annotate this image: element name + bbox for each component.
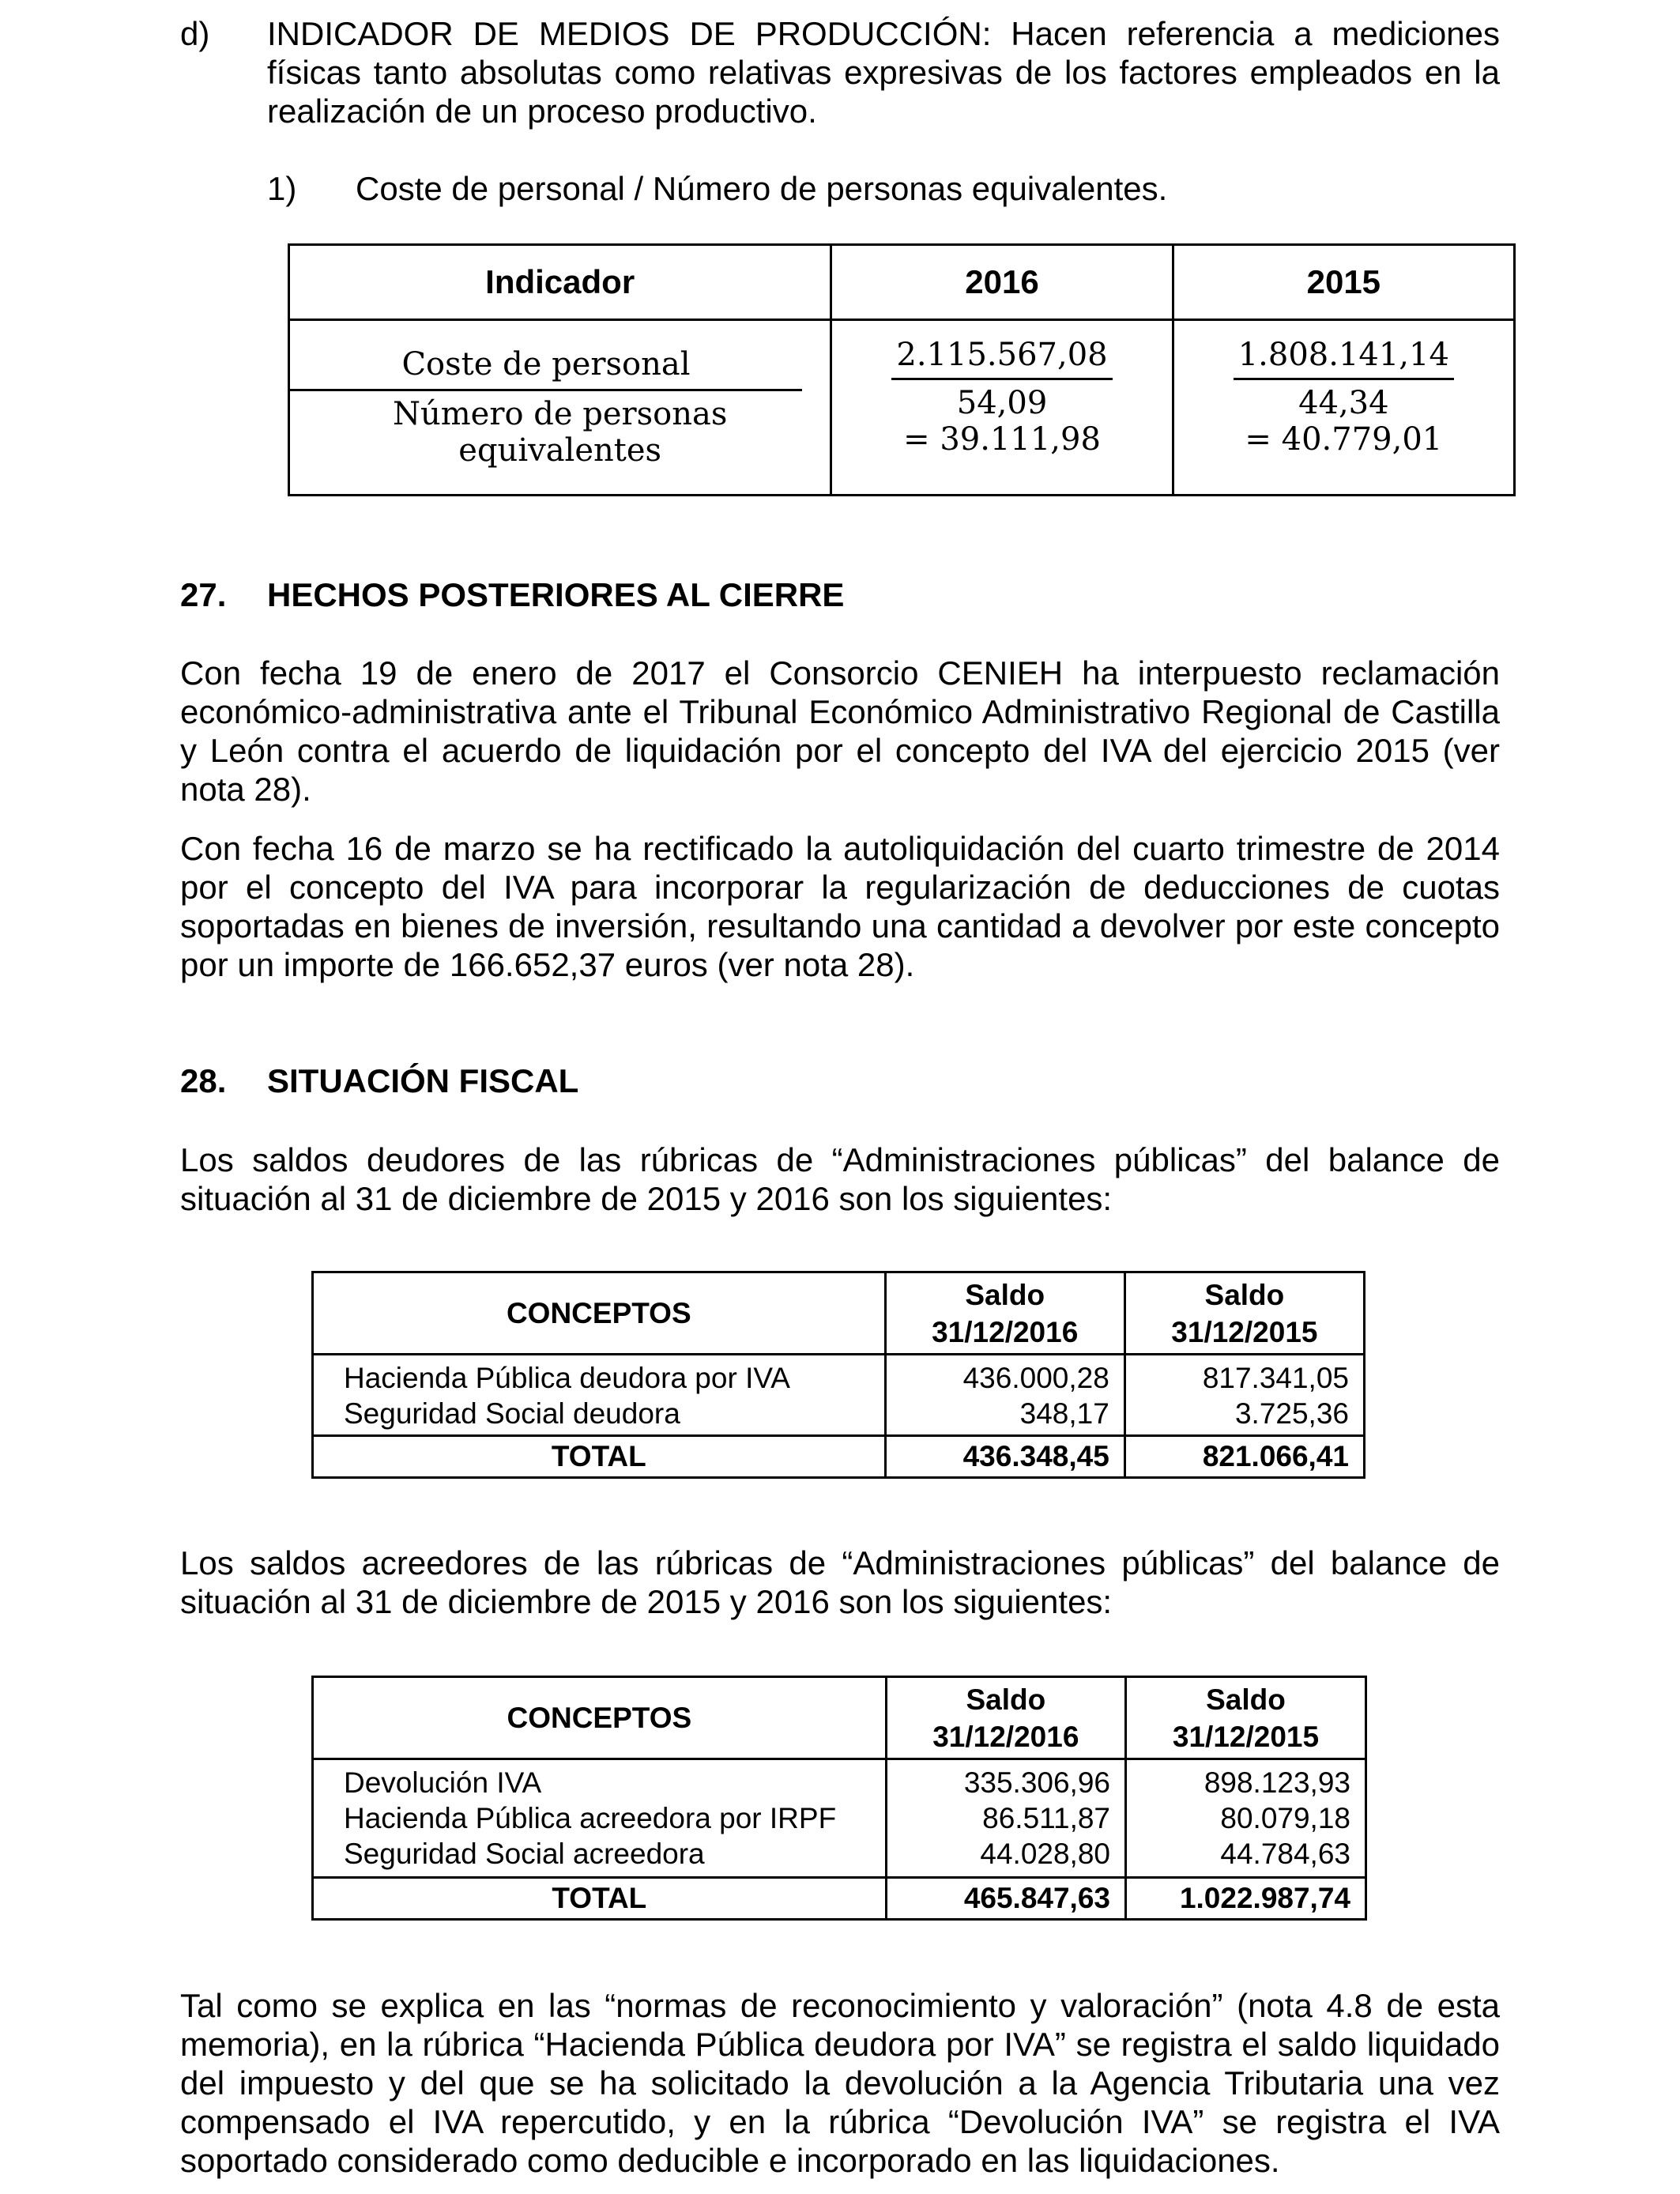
year-2015-header: 2015 [1173,245,1514,320]
debtors-2016-header-l2: 31/12/2016 [932,1315,1079,1348]
creditors-total-2015: 1.022.987,74 [1126,1878,1366,1920]
section-d-text: INDICADOR DE MEDIOS DE PRODUCCIÓN: Hacen referencia a mediciones físicas tanto absolutas como relativas expresivas de los factores empleados en la realización de un proceso productivo. [267,15,1500,130]
debtors-intro: Los saldos deudores de las rúbricas de “Administraciones públicas” del balance de situación al 31 de diciembre de 2015 y 2016 son los siguientes: [180,1141,1500,1217]
creditors-2015-header-l1: Saldo [1206,1683,1286,1716]
creditors-total-label: TOTAL [313,1878,887,1920]
value-2015-fraction [1234,337,1454,458]
creditors-concepts-header: CONCEPTOS [313,1677,887,1759]
creditors-2015-header [1126,1677,1366,1759]
value-2016-cell [831,320,1173,496]
section-28-number: 28. [180,1062,227,1099]
debtors-2015-header-l2: 31/12/2015 [1171,1315,1318,1348]
debtors-2015-header [1124,1272,1364,1355]
debtors-row-concept: Hacienda Pública deudora por IVA [313,1355,886,1397]
creditors-table [311,1676,1367,1921]
creditors-row-2015: 44.784,63 [1126,1836,1366,1878]
debtors-row-2016: 348,17 [885,1396,1124,1436]
creditors-row-concept: Hacienda Pública acreedora por IRPF [313,1800,887,1836]
value-2016-fraction [891,337,1112,458]
value-2015-denominator: 44,34 [1298,385,1389,421]
debtors-row-2015: 817.341,05 [1124,1355,1364,1397]
table-row [313,1759,1366,1801]
closing-paragraph: Tal como se explica en las “normas de reconocimiento y valoración” (nota 4.8 de esta memoria), en la rúbrica “Hacienda Pública deudora por IVA” se registra el saldo liquidado del impuesto y del que se ha solicitado la devolución a la Agencia Tributaria una vez compensado el IVA repercutido, y en la rúbrica “Devolución IVA” se registra el IVA soportado considerado como deducible e incorporado en las liquidaciones. [180,1987,1500,2179]
debtors-2015-header-l1: Saldo [1204,1278,1285,1311]
table-row [313,1800,1366,1836]
creditors-row-concept: Seguridad Social acreedora [313,1836,887,1878]
table-row [313,1355,1365,1397]
creditors-total-2016: 465.847,63 [886,1878,1125,1920]
table-row [313,1396,1365,1436]
debtors-concepts-header: CONCEPTOS [313,1272,886,1355]
section-27-number: 27. [180,576,227,613]
creditors-row-2016: 86.511,87 [886,1800,1125,1836]
section-27-title: HECHOS POSTERIORES AL CIERRE [267,576,845,613]
debtors-row-2016: 436.000,28 [885,1355,1124,1397]
section-27-paragraph-2: Con fecha 16 de marzo se ha rectificado la autoliquidación del cuarto trimestre de 2014 por el concepto del IVA para incorporar la regularización de deducciones de cuotas soportadas en bienes de inversión, resultando una cantidad a devolver por este concepto por un importe de 166.652,37 euros (ver nota 28). [180,830,1500,983]
value-2015-cell [1173,320,1514,496]
creditors-total-row [313,1878,1366,1920]
indicator-formula-cell [289,320,831,496]
creditors-row-2016: 335.306,96 [886,1759,1125,1801]
table-row [313,1836,1366,1878]
value-2016-denominator: 54,09 [956,385,1048,421]
creditors-2016-header-l2: 31/12/2016 [932,1720,1079,1753]
creditors-row-concept: Devolución IVA [313,1759,887,1801]
creditors-2015-header-l2: 31/12/2015 [1172,1720,1320,1753]
debtors-row-2015: 3.725,36 [1124,1396,1364,1436]
indicator-header: Indicador [289,245,831,320]
section-d-marker: d) [180,15,210,52]
value-2015-numerator: 1.808.141,14 [1234,337,1454,380]
indicator-formula [290,346,830,469]
value-2016-numerator: 2.115.567,08 [891,337,1112,380]
debtors-row-concept: Seguridad Social deudora [313,1396,886,1436]
value-2016-result: = 39.111,98 [903,421,1101,458]
debtors-2016-header [885,1272,1124,1355]
year-2016-header: 2016 [831,245,1173,320]
debtors-total-row [313,1436,1365,1478]
debtors-total-2015: 821.066,41 [1124,1436,1364,1478]
formula-numerator: Coste de personal [290,346,802,391]
value-2015-result: = 40.779,01 [1245,421,1443,458]
creditors-row-2016: 44.028,80 [886,1836,1125,1878]
section-27-paragraph-1: Con fecha 19 de enero de 2017 el Consorcio CENIEH ha interpuesto reclamación económico-administrativa ante el Tribunal Económico Administrativo Regional de Castilla y León contra el acuerdo de liquidación por el concepto del IVA del ejercicio 2015 (ver nota 28). [180,654,1500,808]
section-28-title: SITUACIÓN FISCAL [267,1062,579,1099]
debtors-total-2016: 436.348,45 [885,1436,1124,1478]
debtors-table [311,1271,1365,1479]
indicator-table [288,243,1516,496]
creditors-2016-header [886,1677,1125,1759]
formula-denominator: Número de personas equivalentes [392,396,728,469]
debtors-total-label: TOTAL [313,1436,886,1478]
section-d-item-text: Coste de personal / Número de personas equivalentes. [356,170,1168,207]
creditors-intro: Los saldos acreedores de las rúbricas de “Administraciones públicas” del balance de situación al 31 de diciembre de 2015 y 2016 son los siguientes: [180,1544,1500,1620]
creditors-row-2015: 80.079,18 [1126,1800,1366,1836]
creditors-2016-header-l1: Saldo [966,1683,1046,1716]
creditors-row-2015: 898.123,93 [1126,1759,1366,1801]
section-d-item-marker: 1) [267,170,297,207]
debtors-2016-header-l1: Saldo [965,1278,1045,1311]
